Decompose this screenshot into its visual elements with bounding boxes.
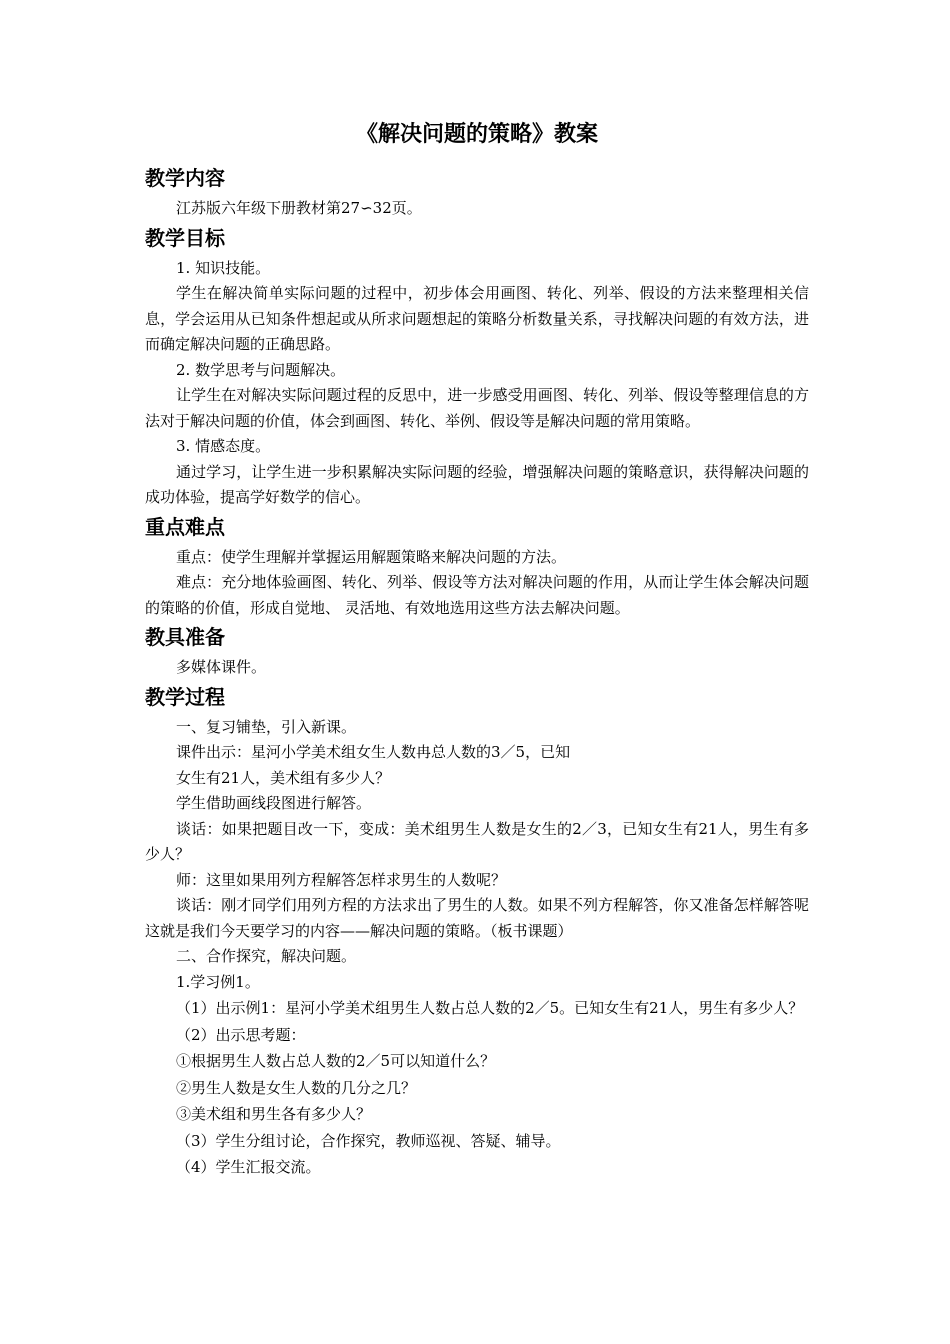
paragraph: 学生在解决简单实际问题的过程中，初步体会用画图、转化、列举、假设的方法来整理相关信息，学会运用从已知条件想起或从所求问题想起的策略分析数量关系，寻找解决问题的有效方法，进而确定解决问题的正确思路。: [145, 284, 809, 353]
paragraph: （4）学生汇报交流。: [176, 1158, 321, 1176]
paragraph: ①根据男生人数占总人数的2／5可以知道什么？: [176, 1052, 496, 1070]
paragraph: 谈话：刚才同学们用列方程的方法求出了男生的人数。如果不列方程解答，你又准备怎样解答呢这就是我们今天要学习的内容——解决问题的策略。（板书课题）: [145, 896, 809, 940]
section-heading-materials: 教具准备: [145, 625, 225, 649]
paragraph: 让学生在对解决实际问题过程的反思中，进一步感受用画图、转化、列举、假设等整理信息的方法对于解决问题的价值，体会到画图、转化、举例、假设等是解决问题的常用策略。: [145, 386, 809, 430]
section-heading-content: 教学内容: [145, 166, 225, 190]
paragraph: 2. 数学思考与问题解决。: [176, 360, 346, 379]
document-title: 《解决问题的策略》教案: [355, 122, 598, 147]
paragraph: 通过学习，让学生进一步积累解决实际问题的经验，增强解决问题的策略意识，获得解决问题的成功体验，提高学好数学的信心。: [145, 462, 809, 506]
paragraph: 一、复习铺垫，引入新课。: [176, 717, 357, 736]
paragraph: 师：这里如果用列方程解答怎样求男生的人数呢？: [176, 870, 507, 889]
paragraph: ③美术组和男生各有多少人？: [176, 1105, 372, 1123]
paragraph: （2）出示思考题：: [176, 1025, 306, 1044]
paragraph: 3. 情感态度。: [176, 437, 271, 455]
section-heading-process: 教学过程: [145, 684, 225, 709]
document-page: [145, 118, 809, 1181]
paragraph: （1）出示例1：星河小学美术组男生人数占总人数的2／5。已知女生有21人，男生有多少人？: [176, 999, 804, 1017]
paragraph: 课件出示：星河小学美术组女生人数冉总人数的3／5，已知: [176, 743, 571, 761]
paragraph: 1. 知识技能。: [176, 258, 271, 277]
paragraph: 二、合作探究，解决问题。: [176, 947, 357, 965]
paragraph: 多媒体课件。: [176, 658, 267, 676]
section-heading-key-points: 重点难点: [145, 514, 225, 539]
paragraph: （3）学生分组讨论，合作探究，教师巡视、答疑、辅导。: [176, 1131, 561, 1150]
paragraph: 重点：使学生理解并掌握运用解题策略来解决问题的方法。: [176, 547, 567, 566]
section-heading-objectives: 教学目标: [145, 225, 225, 250]
paragraph: 谈话：如果把题目改一下，变成：美术组男生人数是女生的2／3，已知女生有21人，男生有多少人？: [145, 819, 809, 863]
paragraph: 难点：充分地体验画图、转化、列举、假设等方法对解决问题的作用，从而让学生体会解决问题的策略的价值，形成自觉地、 灵活地、有效地选用这些方法去解决问题。: [145, 573, 809, 617]
paragraph: 江苏版六年级下册教材第27∽32页。: [176, 199, 422, 217]
paragraph: 女生有21人，美术组有多少人？: [176, 768, 391, 787]
paragraph: 1.学习例1。: [176, 972, 260, 991]
paragraph: 学生借助画线段图进行解答。: [176, 794, 372, 812]
paragraph: ②男生人数是女生人数的几分之几？: [176, 1078, 417, 1097]
